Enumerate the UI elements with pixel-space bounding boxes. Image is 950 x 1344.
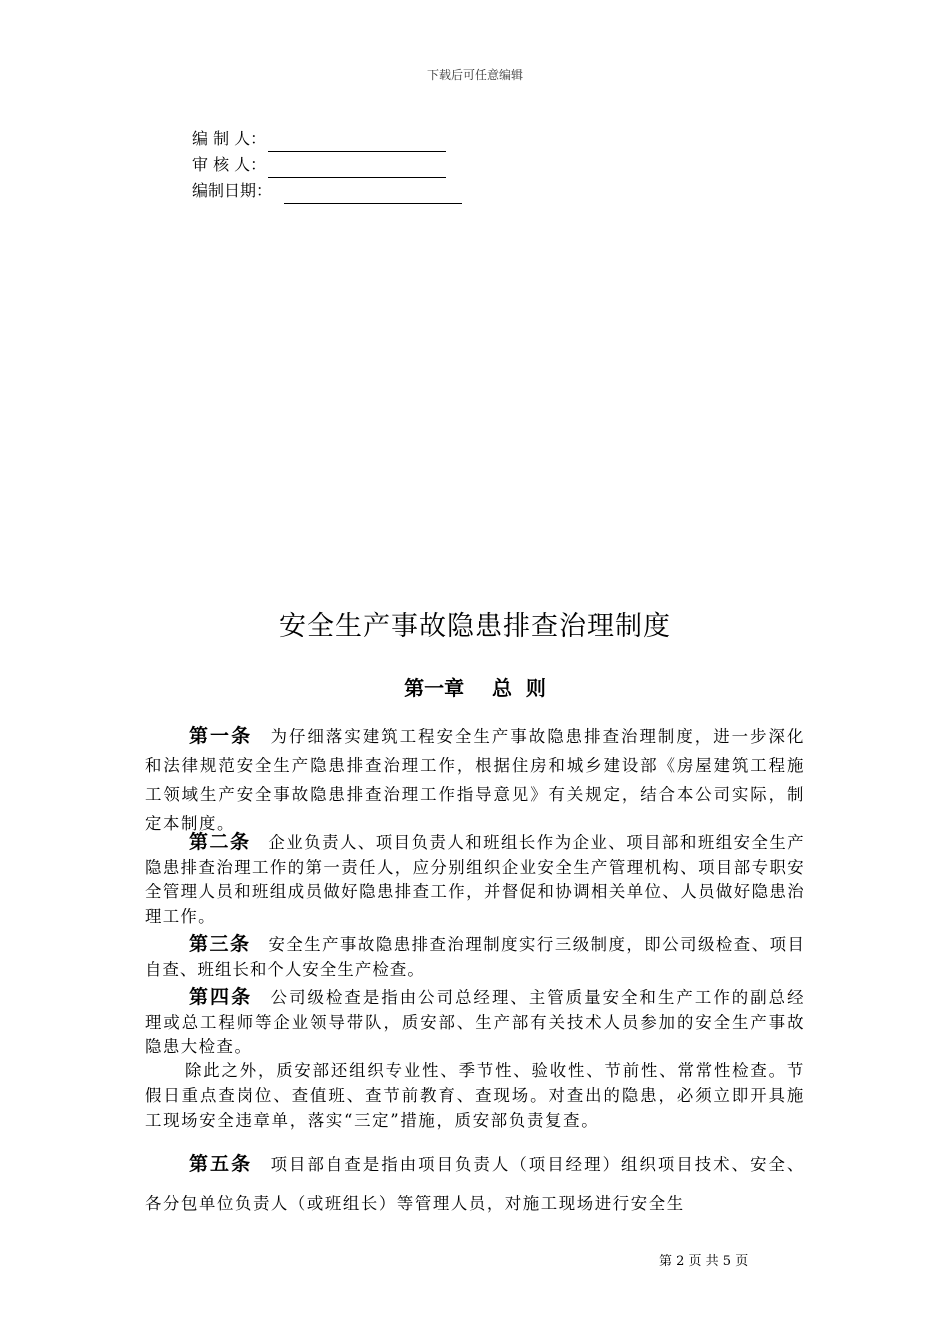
article-label: 第五条 [189,1153,253,1175]
chapter-name: 总 则 [491,676,546,700]
article-text: 安全生产事故隐患排查治理制度实行三级制度，即公司级检查、项目自查、班组长和个人安全生产检查。 [145,935,805,979]
compiler-row [192,126,462,152]
article-1 [145,722,805,838]
article-3 [145,932,805,982]
date-blank-line [284,187,462,204]
page-footer: 第 2 页 共 5 页 [659,1254,749,1269]
page-header: 下载后可任意编辑 [426,68,523,82]
signoff-block [192,126,462,204]
reviewer-label: 审 核 人： [192,155,267,174]
article-text: 公司级检查是指由公司总经理、主管质量安全和生产工作的副总经理或总工程师等企业领导带队，质安部、生产部有关技术人员参加的安全生产事故隐患大检查。 [145,988,805,1056]
article-4 [145,985,805,1060]
article-text: 企业负责人、项目负责人和班组长作为企业、项目部和班组安全生产隐患排查治理工作的第一责任人，应分别组织企业安全生产管理机构、项目部专职安全管理人员和班组成员做好隐患排查工作，并督促和协调相关单位、人员做好隐患治理工作。 [145,833,806,926]
article-label: 第四条 [189,986,253,1008]
article-label: 第二条 [189,831,251,853]
chapter-heading [0,672,950,701]
compiler-label: 编 制 人： [192,129,267,148]
article-4-continued [145,1058,805,1133]
article-2 [145,830,805,929]
chapter-number: 第一章 [404,676,465,700]
compiler-blank-line [268,135,446,152]
article-label: 第三条 [189,933,251,955]
date-row [192,178,462,204]
article-label: 第一条 [189,725,253,747]
article-text: 为仔细落实建筑工程安全生产事故隐患排查治理制度，进一步深化和法律规范安全生产隐患排查治理工作，根据住房和城乡建设部《房屋建筑工程施工领域生产安全事故隐患排查治理工作指导意见》有关规定，结合本公司实际，制定本制度。 [145,727,805,833]
article-5 [145,1145,805,1223]
date-label: 编制日期： [192,181,273,200]
document-title: 安全生产事故隐患排查治理制度 [279,611,671,642]
article-text: 项目部自查是指由项目负责人（项目经理）组织项目技术、安全、各分包单位负责人（或班组长）等管理人员，对施工现场进行安全生 [145,1155,805,1213]
reviewer-blank-line [268,161,446,178]
reviewer-row [192,152,462,178]
paragraph-text: 除此之外，质安部还组织专业性、季节性、验收性、节前性、常常性检查。节假日重点查岗位、查值班、查节前教育、查现场。对查出的隐患，必须立即开具施工现场安全违章单，落实“三定”措施，质安部负责复查。 [145,1061,805,1130]
